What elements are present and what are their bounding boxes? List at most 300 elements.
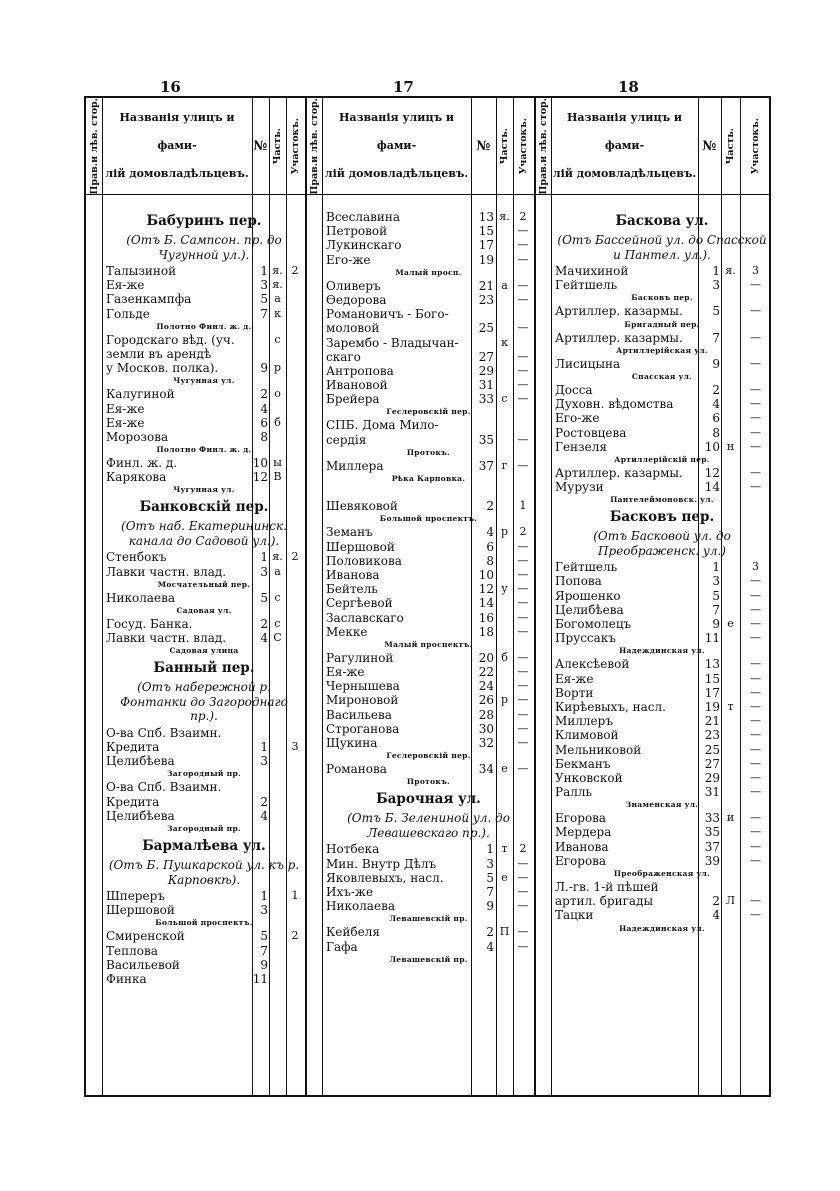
house-number: 17	[478, 238, 494, 253]
owner-name: Ея-же	[106, 415, 145, 430]
house-number: 3	[712, 574, 720, 589]
cross-street-note: Протокъ.	[406, 777, 451, 787]
owner-name: Целибѣева	[555, 602, 624, 617]
part-mark: у	[501, 582, 508, 596]
header-number: №	[702, 138, 717, 154]
owner-row	[555, 840, 769, 854]
section-number: —	[517, 899, 529, 913]
part-mark: С	[273, 631, 282, 645]
owner-row	[326, 378, 531, 392]
section-number: —	[750, 278, 761, 292]
owner-name: Карякова	[106, 470, 167, 485]
owner-row	[106, 430, 302, 444]
owner-name: Мироновой	[326, 693, 399, 708]
section-number: —	[517, 679, 529, 693]
street-description: (Отъ Бассейной ул. до Спасской и Пантел. ул.).	[557, 233, 767, 262]
owner-name: земли въ арендѣ	[106, 346, 212, 361]
part-mark: б	[274, 415, 281, 429]
part-mark: с	[274, 617, 281, 630]
column-divider	[534, 98, 536, 1095]
owner-row	[106, 617, 302, 631]
house-number: 3	[260, 754, 268, 769]
house-number: 5	[486, 870, 494, 885]
owner-row	[106, 292, 302, 306]
owner-row	[326, 722, 531, 736]
owner-row	[326, 499, 531, 513]
part-mark: б	[501, 650, 508, 664]
house-number: 27	[478, 349, 494, 364]
owner-name: Ея-же	[555, 671, 594, 686]
owner-name: Романовичъ - Бого-	[326, 307, 449, 322]
section-number: —	[750, 728, 761, 742]
house-number: 6	[260, 415, 268, 430]
house-number: 20	[478, 650, 494, 665]
owner-row	[326, 433, 531, 447]
owner-row	[326, 224, 531, 238]
house-number: 8	[712, 425, 720, 440]
house-number: 17	[704, 685, 720, 700]
owner-name: Бекманъ	[555, 756, 611, 771]
section-number: —	[750, 574, 761, 588]
owner-name: Ихъ-же	[326, 884, 374, 899]
owner-name: Ивановой	[326, 378, 388, 393]
street-title: Барочная ул.	[376, 791, 481, 808]
owner-name: Ворти	[555, 685, 594, 700]
house-number: 3	[260, 278, 268, 293]
street-title: Бармалѣева ул.	[142, 838, 266, 854]
header-section: Участокъ.	[750, 117, 761, 175]
house-number: 1	[260, 264, 268, 278]
section-number: —	[750, 811, 761, 825]
owner-name: Щукина	[326, 736, 378, 750]
header-names: Названія улицъ и фами- лій домовладѣльцевъ.	[324, 111, 469, 180]
owner-name: Земанъ	[326, 525, 373, 540]
owner-name: сердія	[326, 432, 367, 447]
owner-name: Егорова	[555, 811, 607, 826]
house-number: 1	[260, 889, 268, 903]
house-number: 3	[712, 278, 720, 293]
part-mark: Л	[725, 894, 736, 908]
owner-row	[106, 929, 302, 943]
section-number: —	[517, 707, 529, 721]
owner-name: Ярошенко	[555, 588, 621, 603]
owner-name: Рагулиной	[326, 650, 394, 665]
owner-row	[555, 304, 769, 318]
section-number: —	[517, 458, 529, 472]
section-number: —	[517, 596, 529, 610]
cross-street-note: Спасская ул.	[631, 371, 693, 381]
owner-name: Финка	[106, 971, 147, 986]
owner-name: Ростовцева	[555, 425, 627, 440]
section-number: —	[517, 278, 529, 292]
house-number: 15	[704, 671, 720, 686]
section-number: 1	[291, 889, 299, 902]
owner-row	[555, 574, 769, 588]
owner-row	[106, 903, 302, 917]
house-number: 4	[486, 939, 494, 954]
owner-name: у Москов. полка).	[106, 361, 219, 376]
part-mark: н	[726, 439, 735, 453]
house-number: 33	[478, 392, 494, 407]
owner-row	[326, 459, 531, 473]
section-number: —	[750, 699, 761, 713]
house-number: 5	[712, 588, 720, 603]
section-number: 3	[291, 740, 299, 754]
section-number: —	[517, 252, 529, 266]
owner-name: Стенбокъ	[106, 550, 167, 565]
column-2-entries	[326, 210, 531, 966]
house-number: 14	[478, 596, 494, 611]
house-number: 5	[712, 304, 720, 319]
house-number: 9	[486, 899, 494, 914]
house-number: 33	[704, 811, 720, 826]
owner-row	[326, 625, 531, 639]
owner-name: О-ва Спб. Взаимн.	[106, 725, 222, 740]
section-number: —	[517, 378, 529, 392]
section-number: —	[750, 439, 761, 453]
part-mark: р	[500, 525, 509, 539]
owner-name: Оливеръ	[326, 278, 381, 293]
part-mark: я.	[725, 264, 736, 277]
owner-name: Кредита	[106, 740, 160, 755]
part-mark: е	[501, 870, 508, 884]
header-side: Прав.и лѣв. стор.	[537, 97, 549, 195]
part-mark: я.	[272, 278, 283, 292]
house-number: 31	[704, 785, 720, 800]
section-number: —	[517, 939, 529, 953]
house-number: 7	[712, 602, 720, 617]
part-mark: ы	[273, 456, 282, 470]
owner-row	[555, 603, 769, 617]
owner-row	[326, 364, 531, 378]
owner-row	[555, 785, 769, 799]
owner-row	[326, 940, 531, 954]
house-number: 12	[478, 582, 494, 597]
owner-name: Морозова	[106, 429, 169, 444]
section-number: —	[517, 224, 529, 238]
house-number: 3	[260, 903, 268, 918]
part-mark: т	[501, 842, 508, 856]
house-number: 4	[260, 808, 268, 823]
section-number: —	[750, 330, 761, 344]
house-number: 9	[712, 356, 720, 371]
house-number: 15	[478, 224, 494, 239]
header-part: Часть.	[272, 127, 283, 165]
house-number: 7	[486, 884, 494, 899]
house-number: 4	[260, 401, 268, 416]
house-number: 34	[478, 762, 494, 777]
section-number: 1	[519, 499, 527, 513]
owner-row	[106, 278, 302, 292]
cross-street-note: Левашевскій пр.	[389, 914, 468, 924]
header-side: Прав.и лѣв. стор.	[308, 97, 320, 195]
house-number: 10	[704, 439, 720, 454]
section-number: 2	[519, 210, 527, 223]
owner-row	[555, 811, 769, 825]
part-mark: я.	[272, 264, 283, 277]
owner-name: Артиллер. казармы.	[555, 465, 683, 480]
house-number: 21	[478, 278, 494, 293]
owner-row	[106, 333, 302, 347]
section-number: 2	[291, 264, 299, 277]
section-number: —	[750, 825, 761, 839]
owner-name: Всеславина	[326, 210, 401, 224]
owner-row	[326, 568, 531, 582]
owner-row	[326, 693, 531, 707]
section-number: 2	[519, 525, 527, 539]
section-number: —	[517, 762, 529, 776]
section-number: —	[750, 770, 761, 784]
cross-street-note: Надеждинская ул.	[619, 923, 705, 933]
section-number: —	[750, 657, 761, 671]
owner-name: Городскаго вѣд. (уч.	[106, 332, 235, 347]
street-title: Басковъ пер.	[609, 509, 715, 526]
owner-row	[326, 540, 531, 554]
section-number: —	[517, 567, 529, 581]
owner-name: Ея-же	[106, 401, 145, 416]
owner-name: Гафа	[326, 939, 358, 954]
owner-row	[555, 657, 769, 671]
cross-street-note: Пантелеймоновск. ул.	[610, 495, 714, 505]
owner-row	[106, 944, 302, 958]
part-mark: е	[727, 617, 734, 630]
part-mark: и	[726, 811, 735, 825]
owner-row	[555, 854, 769, 868]
house-number: 7	[712, 330, 720, 345]
owner-name: Унковской	[555, 770, 623, 785]
owner-row	[326, 842, 531, 856]
owner-name: Николаева	[326, 899, 395, 914]
street-description: (Отъ Б. Пушкарской ул. къ р. Карповкѣ).	[108, 858, 300, 887]
owner-row	[106, 361, 302, 375]
owner-row	[106, 780, 302, 794]
owner-name: Пруссакъ	[555, 631, 616, 646]
house-number: 10	[478, 567, 494, 582]
house-number: 35	[704, 825, 720, 840]
owner-name: Лукинскаго	[326, 238, 402, 253]
owner-name: Его-же	[326, 252, 371, 267]
house-number: 2	[712, 894, 720, 909]
section-number: —	[517, 870, 529, 884]
section-number: —	[750, 480, 761, 494]
owner-row	[106, 565, 302, 579]
owner-row	[326, 293, 531, 307]
house-number: 10	[252, 456, 268, 471]
section-number: —	[517, 349, 529, 363]
owner-row	[555, 264, 769, 278]
header-number: №	[476, 138, 491, 154]
owner-row	[326, 321, 531, 335]
section-number: —	[517, 665, 529, 679]
section-number: —	[750, 617, 761, 630]
owner-row	[106, 754, 302, 768]
owner-name: Зарембо - Владычан-	[326, 335, 459, 350]
owner-row	[555, 560, 769, 574]
owner-name: Калугиной	[106, 387, 175, 402]
owner-row	[555, 743, 769, 757]
owner-name: Егорова	[555, 853, 607, 868]
cross-street-note: Полотно Финл. ж. д.	[156, 445, 252, 455]
owner-name: Госуд. Банка.	[106, 617, 193, 631]
owner-row	[326, 485, 531, 499]
owner-row	[326, 871, 531, 885]
house-number: 1	[260, 550, 268, 565]
house-number: 26	[478, 693, 494, 708]
owner-name: Гольде	[106, 306, 150, 321]
house-number: 22	[478, 665, 494, 680]
cross-street-note: Малый проспектъ.	[384, 639, 473, 649]
owner-name: Финл. ж. д.	[106, 456, 178, 471]
owner-name: Артиллер. казармы.	[555, 304, 683, 319]
section-number: —	[750, 756, 761, 770]
house-number: 23	[478, 292, 494, 307]
owner-row	[555, 278, 769, 292]
owner-name: Лисицына	[555, 356, 621, 371]
house-number: 27	[704, 756, 720, 771]
house-number: 2	[260, 617, 268, 631]
section-number: —	[517, 363, 529, 377]
house-number: 13	[478, 210, 494, 224]
owner-name: Богомолецъ	[555, 617, 632, 631]
owner-row	[326, 525, 531, 539]
owner-row	[326, 279, 531, 293]
street-description: (Отъ Б. Зелениной ул. до Левашевскаго пр.).	[347, 811, 510, 840]
house-number: 18	[478, 624, 494, 639]
owner-name: Лавки частн. влад.	[106, 631, 227, 646]
section-number: —	[517, 693, 529, 707]
owner-name: Духовн. вѣдомства	[555, 397, 674, 412]
cross-street-note: Полотно Финл. ж. д.	[156, 321, 252, 331]
owner-name: Ея-же	[326, 665, 365, 680]
header-divider	[86, 194, 769, 195]
cross-street-note: Геслеровскій пер.	[386, 407, 471, 417]
owner-name: Кейбеля	[326, 925, 380, 940]
column-1-entries	[106, 210, 302, 986]
house-number: 3	[486, 856, 494, 871]
owner-name: Ралль	[555, 785, 593, 800]
owner-row	[555, 771, 769, 785]
header-names: Названія улицъ и фами- лій домовладѣльцевъ.	[552, 111, 697, 180]
section-number: —	[750, 356, 761, 370]
cross-street-note: Чугунная ул.	[173, 376, 235, 386]
owner-name: Талызиной	[106, 264, 177, 278]
owner-row	[326, 418, 531, 432]
house-number: 9	[260, 361, 268, 376]
section-number: —	[517, 582, 529, 596]
owner-row	[555, 631, 769, 645]
cross-street-note: Надеждинская ул.	[619, 646, 705, 656]
owner-name: скаго	[326, 349, 361, 364]
owner-name: Климовой	[555, 728, 619, 743]
column-divider	[305, 98, 307, 1095]
section-number: —	[517, 432, 529, 446]
owner-row	[106, 402, 302, 416]
section-number: 3	[752, 560, 759, 574]
section-number: —	[750, 382, 761, 396]
house-number: 11	[704, 631, 720, 646]
owner-row	[106, 387, 302, 401]
owner-name: Строганова	[326, 721, 400, 736]
part-mark: р	[273, 361, 282, 375]
owner-row	[555, 728, 769, 742]
owner-row	[326, 857, 531, 871]
owner-name: Бейтель	[326, 582, 378, 597]
owner-row	[106, 550, 302, 564]
owner-row	[326, 582, 531, 596]
owner-row	[555, 426, 769, 440]
directory-table	[84, 96, 771, 1097]
cross-street-note: Большой проспектъ.	[379, 514, 478, 524]
house-number: 3	[260, 564, 268, 579]
owner-name: Мекке	[326, 624, 368, 639]
owner-name: Ѳедорова	[326, 292, 387, 307]
owner-row	[555, 357, 769, 371]
owner-row	[106, 795, 302, 809]
owner-name: Ея-же	[106, 278, 145, 293]
header-section: Участокъ.	[518, 117, 529, 175]
cross-street-note: Большой проспектъ.	[155, 918, 253, 928]
part-mark: т	[727, 699, 734, 713]
street-title: Бабуринъ пер.	[146, 213, 262, 229]
owner-row	[555, 331, 769, 345]
section-number: —	[750, 714, 761, 728]
section-number: —	[517, 238, 529, 252]
owner-name: Иванова	[555, 839, 609, 854]
owner-row	[106, 264, 302, 278]
section-number: —	[750, 671, 761, 685]
owner-name: Кредита	[106, 794, 160, 809]
owner-name: Шершовой	[326, 539, 395, 554]
part-mark: е	[501, 762, 508, 776]
cross-street-note: Левашевскій пр.	[389, 954, 468, 964]
owner-row	[106, 809, 302, 823]
house-number: 25	[704, 742, 720, 757]
section-number: —	[750, 839, 761, 853]
header-side: Прав.и лѣв. стор.	[88, 97, 100, 195]
house-number: 9	[260, 957, 268, 972]
section-number: —	[517, 856, 529, 870]
section-number: —	[750, 465, 761, 479]
house-number: 9	[712, 617, 720, 631]
section-number: 3	[752, 264, 759, 277]
owner-row	[326, 679, 531, 693]
owner-name: Мурузи	[555, 480, 604, 495]
street-title: Банковскій пер.	[139, 499, 269, 516]
section-number: —	[517, 610, 529, 624]
owner-name: Л.-гв. 1-й пѣшей	[555, 880, 659, 894]
cross-street-note: Знаменская ул.	[625, 800, 699, 810]
owner-name: Петровой	[326, 224, 388, 239]
part-mark: р	[500, 693, 509, 707]
house-number: 14	[704, 480, 720, 495]
section-number: —	[517, 539, 529, 553]
house-number: 21	[704, 714, 720, 729]
section-number: —	[517, 321, 529, 335]
owner-row	[326, 925, 531, 939]
part-mark: к	[274, 306, 281, 320]
house-number: 5	[260, 292, 268, 307]
owner-name: Мельниковой	[555, 742, 642, 757]
owner-name: Шевяковой	[326, 499, 398, 514]
section-number: —	[517, 721, 529, 735]
grid-line	[551, 98, 552, 1095]
house-number: 16	[478, 610, 494, 625]
section-number: —	[750, 588, 761, 602]
header-section: Участокъ.	[290, 117, 301, 175]
owner-row	[555, 617, 769, 631]
owner-name: Кирѣевыхъ, насл.	[555, 699, 666, 714]
header-part: Часть.	[725, 127, 736, 165]
